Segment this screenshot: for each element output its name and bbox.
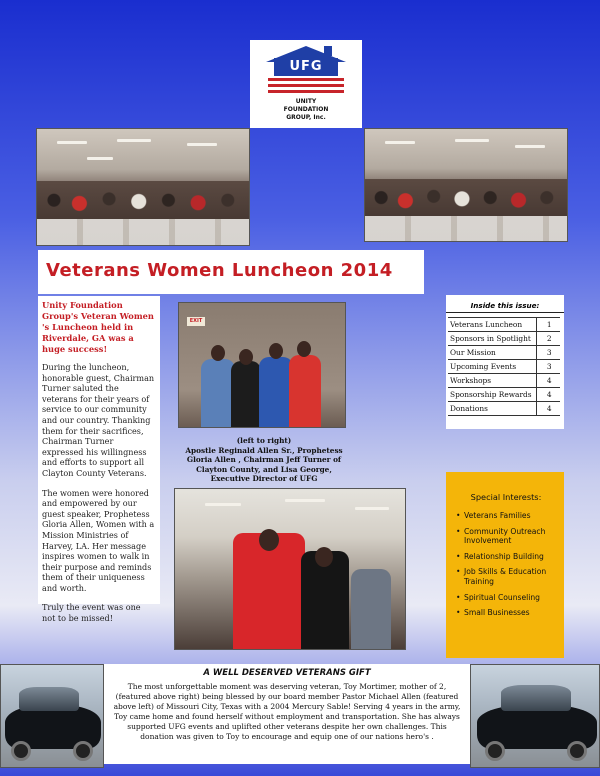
special-interests-title: Special Interests: bbox=[470, 492, 542, 502]
logo-name-line2: FOUNDATION bbox=[283, 106, 329, 113]
article-paragraph: During the luncheon, honorable guest, Chairman Turner saluted the veterans for their years of service to our community and our country. Thanking them for their sacrifices, Chairman Turner expressed his willingness and efforts to support all Clayton County Veterans. bbox=[42, 362, 155, 478]
exit-sign: EXIT bbox=[187, 317, 205, 326]
logo-name-line3: GROUP, Inc. bbox=[286, 114, 326, 121]
gift-title: A WELL DESERVED VETERANS GIFT bbox=[203, 668, 371, 678]
toc-row bbox=[448, 332, 560, 346]
page-title: Veterans Women Luncheon 2014 bbox=[46, 260, 393, 281]
flag-stripes-icon bbox=[268, 78, 344, 96]
toc-page: 4 bbox=[536, 374, 560, 388]
interest-item: • Relationship Building bbox=[456, 552, 556, 562]
toc-page: 3 bbox=[536, 346, 560, 360]
toc-page: 4 bbox=[536, 402, 560, 416]
group-photo bbox=[178, 302, 346, 428]
article-intro: Unity Foundation Group's Veteran Women 's Luncheon held in Riverdale, GA was a huge success! bbox=[42, 300, 154, 354]
gift-story bbox=[104, 664, 470, 764]
toc-table bbox=[448, 317, 560, 416]
toc-label: Sponsorship Rewards bbox=[448, 388, 536, 402]
article-paragraph: Truly the event was one not to be missed! bbox=[42, 602, 141, 624]
couple-photo bbox=[174, 488, 406, 650]
special-interests bbox=[446, 472, 564, 658]
article-column bbox=[38, 296, 160, 624]
toc-label: Our Mission bbox=[448, 346, 536, 360]
car-photo-right bbox=[470, 664, 600, 768]
toc-label: Workshops bbox=[448, 374, 536, 388]
interest-item: • Small Businesses bbox=[456, 608, 556, 618]
photo-caption bbox=[176, 436, 352, 484]
toc-page: 1 bbox=[536, 318, 560, 332]
toc-row bbox=[448, 346, 560, 360]
toc-label: Donations bbox=[448, 402, 536, 416]
toc-page: 4 bbox=[536, 388, 560, 402]
toc-title: Inside this issue: bbox=[446, 295, 564, 313]
inside-this-issue bbox=[446, 295, 564, 429]
toc-row bbox=[448, 318, 560, 332]
toc-row bbox=[448, 388, 560, 402]
toc-row bbox=[448, 360, 560, 374]
chimney-icon bbox=[324, 46, 332, 56]
interest-item: • Community Outreach Involvement bbox=[456, 527, 556, 546]
toc-label: Upcoming Events bbox=[448, 360, 536, 374]
interest-item: • Spiritual Counseling bbox=[456, 593, 556, 603]
toc-label: Sponsors in Spotlight bbox=[448, 332, 536, 346]
toc-page: 3 bbox=[536, 360, 560, 374]
car-photo-left bbox=[0, 664, 104, 768]
ufg-logo bbox=[250, 40, 362, 128]
luncheon-photo-left bbox=[36, 128, 250, 246]
article-paragraph: The women were honored and empowered by our guest speaker, Prophetess Gloria Allen, Women with a Mission Ministries of Harvey, LA. Her message inspires women to walk in their purpose and reminds them of their uniqueness and worth. bbox=[42, 487, 155, 593]
gift-body: The most unforgettable moment was deserving veteran, Toy Mortimer, mother of 2,(featured above right) being blessed by our board member Pastor Michael Allen (featured above left) of Missouri City, Texas with a 2004 Mercury Sable! Serving 4 years in the army, Toy came home and found herself without employment and transportation. She has always supported UFG events and uplifted other veterans despite her own challenges. This donation was given to Toy to encourage and equip one of our nations hero's . bbox=[113, 682, 461, 741]
interest-item: • Job Skills & Education Training bbox=[456, 567, 556, 586]
luncheon-photo-right bbox=[364, 128, 568, 242]
toc-row bbox=[448, 402, 560, 416]
toc-row bbox=[448, 374, 560, 388]
caption-text: Apostle Reginald Allen Sr., Prophetess Gloria Allen , Chairman Jeff Turner of Clayton County, and Lisa George, Executive Director of UFG bbox=[185, 445, 343, 483]
caption-heading: (left to right) bbox=[236, 436, 292, 445]
logo-abbr: UFG bbox=[274, 58, 338, 76]
logo-name-line1: UNITY bbox=[295, 98, 317, 105]
toc-page: 2 bbox=[536, 332, 560, 346]
logo-name bbox=[250, 98, 362, 122]
toc-label: Veterans Luncheon bbox=[448, 318, 536, 332]
interest-item: • Veterans Families bbox=[456, 511, 556, 521]
headline-box bbox=[38, 250, 424, 294]
special-interests-list bbox=[456, 511, 556, 618]
